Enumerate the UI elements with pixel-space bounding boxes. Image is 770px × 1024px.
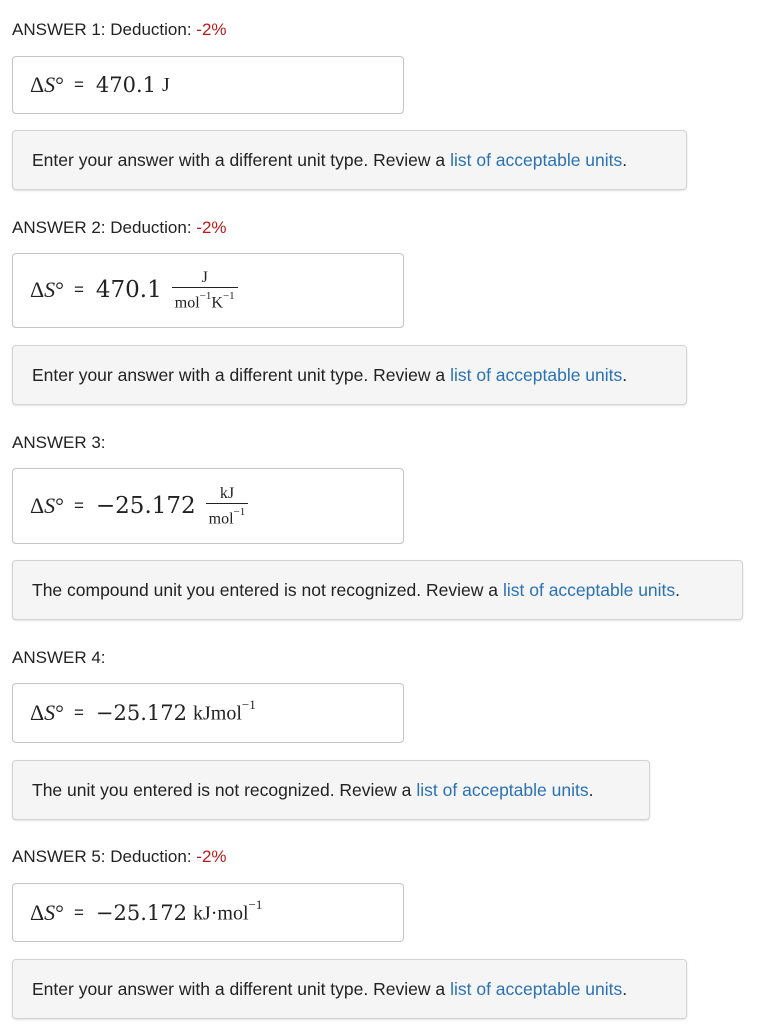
answer-2-value: 470.1	[95, 277, 162, 304]
answer-1-feedback-text: Enter your answer with a different unit type. Review a	[32, 149, 446, 170]
degree-symbol: °	[55, 72, 64, 97]
answer-2-units-link[interactable]: list of acceptable units	[450, 364, 623, 385]
answer-3-feedback	[12, 560, 743, 620]
answer-5-unit-base: kJ·mol	[192, 902, 249, 925]
answer-4-heading	[12, 648, 106, 668]
denominator-mol-exponent: −1	[233, 505, 246, 518]
answer-5-unit	[192, 896, 263, 926]
degree-symbol: °	[55, 700, 64, 725]
degree-symbol: °	[55, 899, 64, 925]
degree-symbol: °	[55, 277, 64, 303]
answer-2-box[interactable]	[12, 253, 404, 328]
answer-5-deduction-label: Deduction:	[110, 847, 192, 866]
answer-5-feedback	[12, 959, 687, 1019]
answer-2-label: ANSWER 2:	[12, 218, 106, 237]
answer-1-deduction-label: Deduction:	[110, 20, 192, 39]
answer-1-expression	[30, 72, 170, 98]
answer-4-label: ANSWER 4:	[12, 648, 106, 667]
delta-symbol: Δ	[30, 700, 45, 725]
answer-2-expression	[30, 269, 238, 311]
answer-2-deduction-label: Deduction:	[110, 218, 192, 237]
delta-symbol: Δ	[30, 72, 45, 97]
answer-4-value: −25.172	[95, 701, 187, 725]
entropy-symbol: S	[44, 899, 56, 925]
delta-symbol: Δ	[30, 492, 45, 518]
answer-4-expression	[30, 697, 256, 726]
answer-4-feedback-text: The unit you entered is not recognized. Review a	[32, 779, 412, 800]
answer-3-unit-denominator	[206, 504, 249, 527]
answer-5-box[interactable]	[12, 883, 404, 942]
equals-sign: =	[73, 75, 84, 94]
answer-1-label: ANSWER 1:	[12, 20, 106, 39]
equals-sign: =	[73, 703, 84, 722]
equals-sign: =	[73, 280, 84, 300]
answer-2-feedback	[12, 345, 687, 405]
denominator-mol-exponent: −1	[199, 290, 212, 303]
answer-2-unit-fraction	[172, 269, 238, 311]
answer-3-heading	[12, 433, 106, 453]
answer-3-value: −25.172	[95, 492, 196, 519]
answer-5-unit-exponent: −1	[248, 896, 263, 912]
answer-3-units-link[interactable]: list of acceptable units	[502, 579, 676, 600]
answer-3-unit-numerator: kJ	[206, 485, 249, 504]
answer-3-unit-fraction	[206, 485, 249, 527]
answer-4-unit-exponent: −1	[241, 697, 256, 713]
answer-2-unit-denominator	[172, 288, 238, 311]
answer-4-feedback	[12, 760, 650, 820]
denominator-k-exponent: −1	[222, 290, 235, 303]
answer-5-units-link[interactable]: list of acceptable units	[450, 978, 623, 999]
equals-sign: =	[73, 902, 84, 922]
answer-5-heading	[12, 847, 227, 867]
answer-4-feedback-end: .	[588, 779, 594, 800]
answer-1-value: 470.1	[95, 73, 157, 97]
answer-5-value: −25.172	[95, 900, 187, 925]
answer-4-unit	[192, 697, 256, 726]
answer-2-unit-numerator: J	[172, 269, 238, 288]
denominator-mol: mol	[208, 510, 234, 528]
denominator-k: K	[211, 294, 223, 312]
answer-4-unit-base: kJmol	[192, 702, 242, 725]
answer-1-feedback-end: .	[622, 149, 628, 170]
equals-sign: =	[73, 495, 84, 515]
answer-1-box[interactable]	[12, 56, 404, 114]
answer-3-feedback-text: The compound unit you entered is not recognized. Review a	[32, 579, 498, 600]
answer-1-deduction-value: -2%	[196, 20, 227, 39]
answer-4-box[interactable]	[12, 683, 404, 743]
answer-1-units-link[interactable]: list of acceptable units	[450, 149, 623, 170]
entropy-symbol: S	[44, 72, 56, 97]
answer-3-feedback-end: .	[675, 579, 681, 600]
delta-symbol: Δ	[30, 277, 45, 303]
answer-1-heading	[12, 20, 227, 40]
degree-symbol: °	[55, 492, 64, 518]
answer-3-box[interactable]	[12, 468, 404, 544]
answer-5-feedback-end: .	[622, 978, 628, 999]
answer-5-expression	[30, 896, 263, 926]
answer-3-expression	[30, 485, 248, 527]
answer-2-heading	[12, 218, 227, 238]
answer-5-label: ANSWER 5:	[12, 847, 106, 866]
entropy-symbol: S	[44, 277, 56, 303]
entropy-symbol: S	[44, 492, 56, 518]
answer-3-label: ANSWER 3:	[12, 433, 106, 452]
answer-2-deduction-value: -2%	[196, 218, 227, 237]
entropy-symbol: S	[44, 700, 56, 725]
answer-5-feedback-text: Enter your answer with a different unit type. Review a	[32, 978, 446, 999]
denominator-mol: mol	[174, 294, 200, 312]
answer-4-units-link[interactable]: list of acceptable units	[416, 779, 589, 800]
answer-2-feedback-text: Enter your answer with a different unit type. Review a	[32, 364, 446, 385]
answer-2-feedback-end: .	[622, 364, 628, 385]
answer-1-unit: J	[162, 73, 170, 96]
answer-5-deduction-value: -2%	[196, 847, 227, 866]
delta-symbol: Δ	[30, 899, 45, 925]
answer-1-feedback	[12, 130, 687, 190]
